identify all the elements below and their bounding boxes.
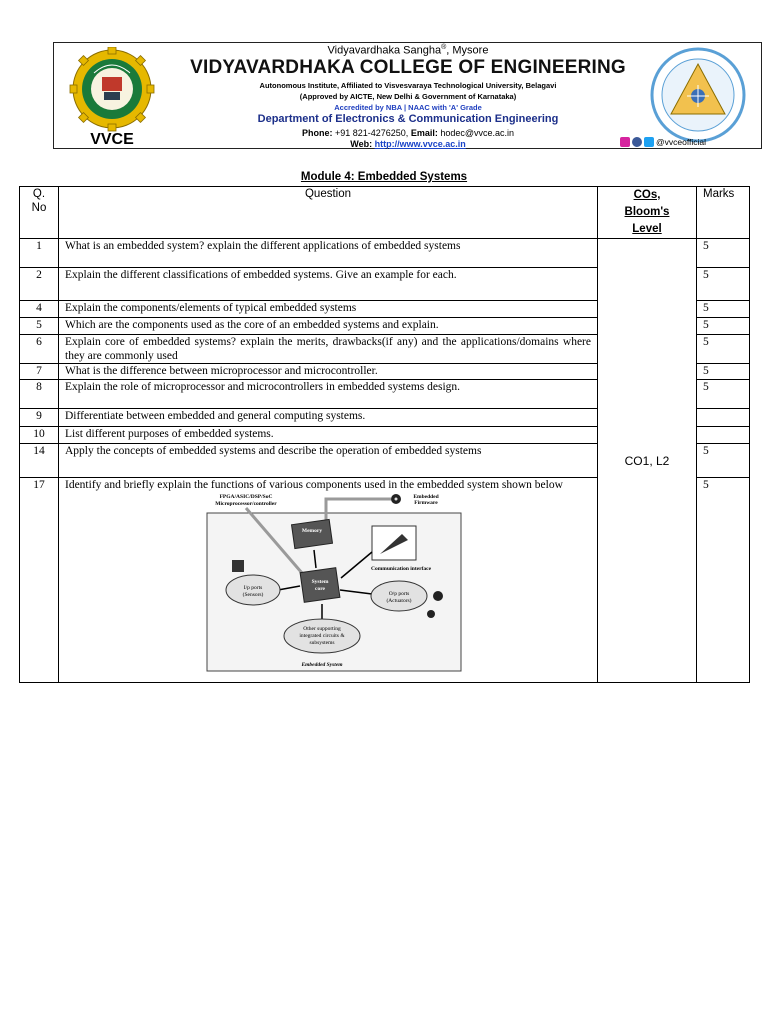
row-qno: 8 [20,380,59,409]
college-logo [60,47,176,147]
row-qno: 9 [20,409,59,427]
embedded-system-diagram [196,492,466,672]
memory-chip-icon [292,519,333,548]
row-question: What is the difference between microprocessor and microcontroller. [59,364,598,380]
sangha-name: Vidyavardhaka Sangha [327,44,442,57]
row-marks [697,409,750,427]
row-question: Explain the different classifications of embedded systems. Give an example for each. [59,268,598,301]
row-question: What is an embedded system? explain the different applications of embedded systems [59,239,598,268]
college-name: VIDYAVARDHAKA COLLEGE OF ENGINEERING [190,57,626,78]
row-marks: 5 [697,301,750,318]
supporting-label-3: subsystems [309,640,335,646]
row-marks: 5 [697,478,750,683]
row-marks: 5 [697,380,750,409]
header-cos [598,187,697,239]
table-header-row [20,187,750,239]
row-question-with-figure [59,478,598,683]
question-table [19,186,750,683]
email-value: hodec@vvce.ac.in [437,128,515,138]
row-qno: 7 [20,364,59,380]
core-label-2: core [315,586,325,592]
header-q: Q. [32,188,46,200]
row-qno: 10 [20,427,59,444]
core-label: System [311,579,329,585]
row-question: Apply the concepts of embedded systems and describe the operation of embedded systems [59,444,598,478]
diagram-caption: Embedded System [301,662,343,668]
row-qno: 2 [20,268,59,301]
header-cos-2: Bloom's [624,206,670,218]
header-cos-3: Level [632,223,662,235]
supporting-label: Other supporting [303,626,341,632]
row-question: Explain core of embedded systems? explain the merits, drawbacks(if any) and the applications/domains where they are commonly used [59,335,598,364]
communication-label: Communication interface [370,566,432,572]
processor-label: FPGA/ASIC/DSP/SoC [219,494,273,500]
output-ports-label: O/p ports [388,591,410,597]
website-link[interactable]: http://www.vvce.ac.in [374,139,466,149]
phone-value: +91 821-4276250, [332,128,411,138]
header-no: No [31,202,47,214]
sensor-icon [232,560,244,572]
buzzer-actuator-icon [427,610,435,618]
figure-container [65,492,591,672]
social-handles [620,137,706,147]
department-name: Department of Electronics & Communication Engineering [257,113,559,125]
co-level-cell: CO1, L2 [598,239,697,683]
logo-vvce-text: VVCE [90,131,134,147]
processor-label-2: Microprocessor/controller [215,501,277,507]
web-label: Web: [350,139,375,149]
led-actuator-icon [433,591,443,601]
row-qno: 6 [20,335,59,364]
input-ports-label: I/p ports [243,585,263,591]
supporting-label-2: integrated circuits & [299,633,345,639]
sangha-line [174,44,642,57]
row-marks: 5 [697,364,750,380]
contact-line [174,128,642,138]
row-question: Differentiate between embedded and general computing systems. [59,409,598,427]
accreditation-line: Accredited by NBA | NAAC with 'A' Grade [334,103,482,112]
row-marks: 5 [697,335,750,364]
social-handle-text[interactable]: @vvceofficial [656,137,707,147]
table-row [20,239,750,268]
row-question: Explain the role of microprocessor and microcontrollers in embedded systems design. [59,380,598,409]
department-logo [637,46,759,146]
sangha-place: , Mysore [446,44,489,57]
header-marks: Marks [697,187,750,239]
row-question: Explain the components/elements of typical embedded systems [59,301,598,318]
row-marks: 5 [697,444,750,478]
gear-emblem-icon [70,47,154,131]
registered-mark: ® [441,44,447,51]
row-question: Which are the components used as the core of an embedded systems and explain. [59,318,598,335]
row-marks: 5 [697,268,750,301]
output-ports-label-2: (Actuators) [386,598,412,604]
row-marks: 5 [697,318,750,335]
college-header-banner [53,42,762,149]
row-qno: 17 [20,478,59,683]
system-core-chip-icon [300,568,340,603]
firmware-label-2: Firmware [414,500,438,506]
row-qno: 1 [20,239,59,268]
row-marks [697,427,750,444]
row-qno: 14 [20,444,59,478]
facebook-icon[interactable] [632,137,642,147]
input-ports-label-2: (Sensors) [242,592,264,598]
row-question: List different purposes of embedded systems. [59,427,598,444]
approved-line: (Approved by AICTE, New Delhi & Government of Karnataka) [299,92,517,101]
row-question: Identify and briefly explain the functions of various components used in the embedded system shown below [65,479,563,491]
header-question: Question [59,187,598,239]
module-title: Module 4: Embedded Systems [300,171,468,183]
firmware-label: Embedded [413,494,439,500]
autonomous-line: Autonomous Institute, Affiliated to Visvesvaraya Technological University, Belagavi [259,81,557,90]
row-qno: 5 [20,318,59,335]
header-qno [20,187,59,239]
row-marks: 5 [697,239,750,268]
web-line [174,139,642,149]
header-cos-1: COs, [633,189,661,201]
phone-label: Phone: [301,128,333,138]
twitter-icon[interactable] [644,137,654,147]
email-label: Email: [410,128,438,138]
instagram-icon[interactable] [620,137,630,147]
row-qno: 4 [20,301,59,318]
memory-label: Memory [301,528,323,534]
